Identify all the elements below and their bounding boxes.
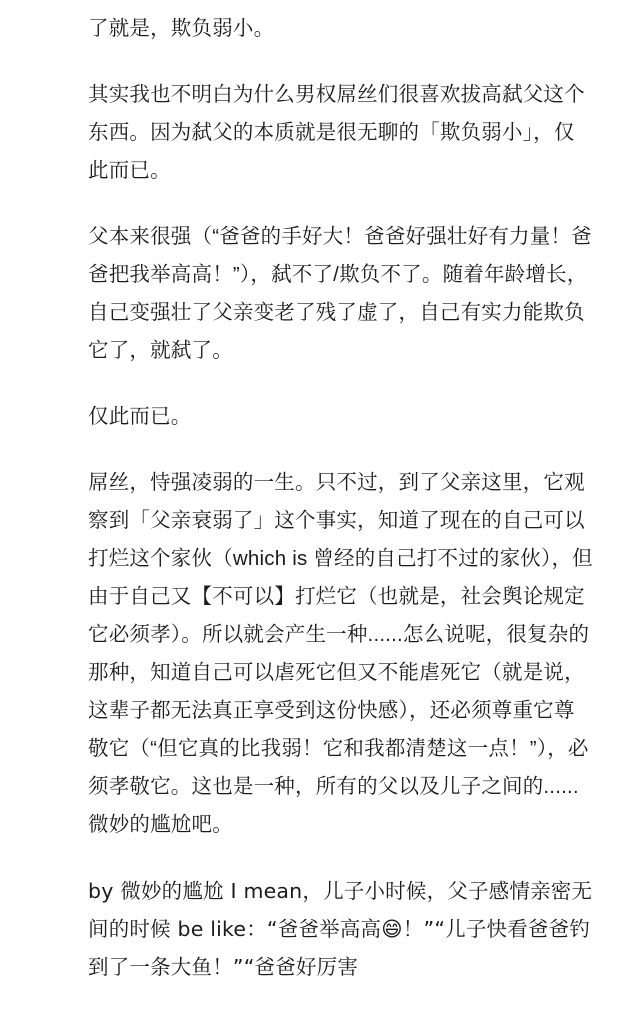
paragraph: 屌丝，恃强凌弱的一生。只不过，到了父亲这里，它观察到「父亲衰弱了」这个事实，知道了现在的自己可以打烂这个家伙（which is 曾经的自己打不过的家伙），但由于自己又【不可以】打烂它（也就是，社会舆论规定它必须孝）。所以就会产生一种......怎么说呢，很复杂的那种，知道自己可以虐死它但又不能虐死它（就是说，这辈子都无法真正享受到这份快感），还必须尊重它尊敬它（“但它真的比我弱！它和我都清楚这一点！”），必须孝敬它。这也是一种，所有的父以及儿子之间的......微妙的尴尬吧。 bbox=[88, 471, 593, 836]
paragraph: 仅此而已。 bbox=[88, 405, 192, 428]
paragraph: 其实我也不明白为什么男权屌丝们很喜欢拔高弑父这个东西。因为弑父的本质就是很无聊的「欺负弱小」，仅此而已。 bbox=[88, 83, 585, 182]
paragraph: 父本来很强（“爸爸的手好大！爸爸好强壮好有力量！爸爸把我举高高！”），弑不了/欺负不了。随着年龄增长，自己变强壮了父亲变老了残了虚了，自己有实力能欺负它了，就弑了。 bbox=[88, 225, 592, 362]
paragraph: 了就是，欺负弱小。 bbox=[88, 17, 275, 40]
paragraph: by 微妙的尴尬 I mean，儿子小时候，父子感情亲密无间的时候 be like：“爸爸举高高😄！”“儿子快看爸爸钓到了一条大鱼！”“爸爸好厉害 bbox=[88, 879, 593, 979]
